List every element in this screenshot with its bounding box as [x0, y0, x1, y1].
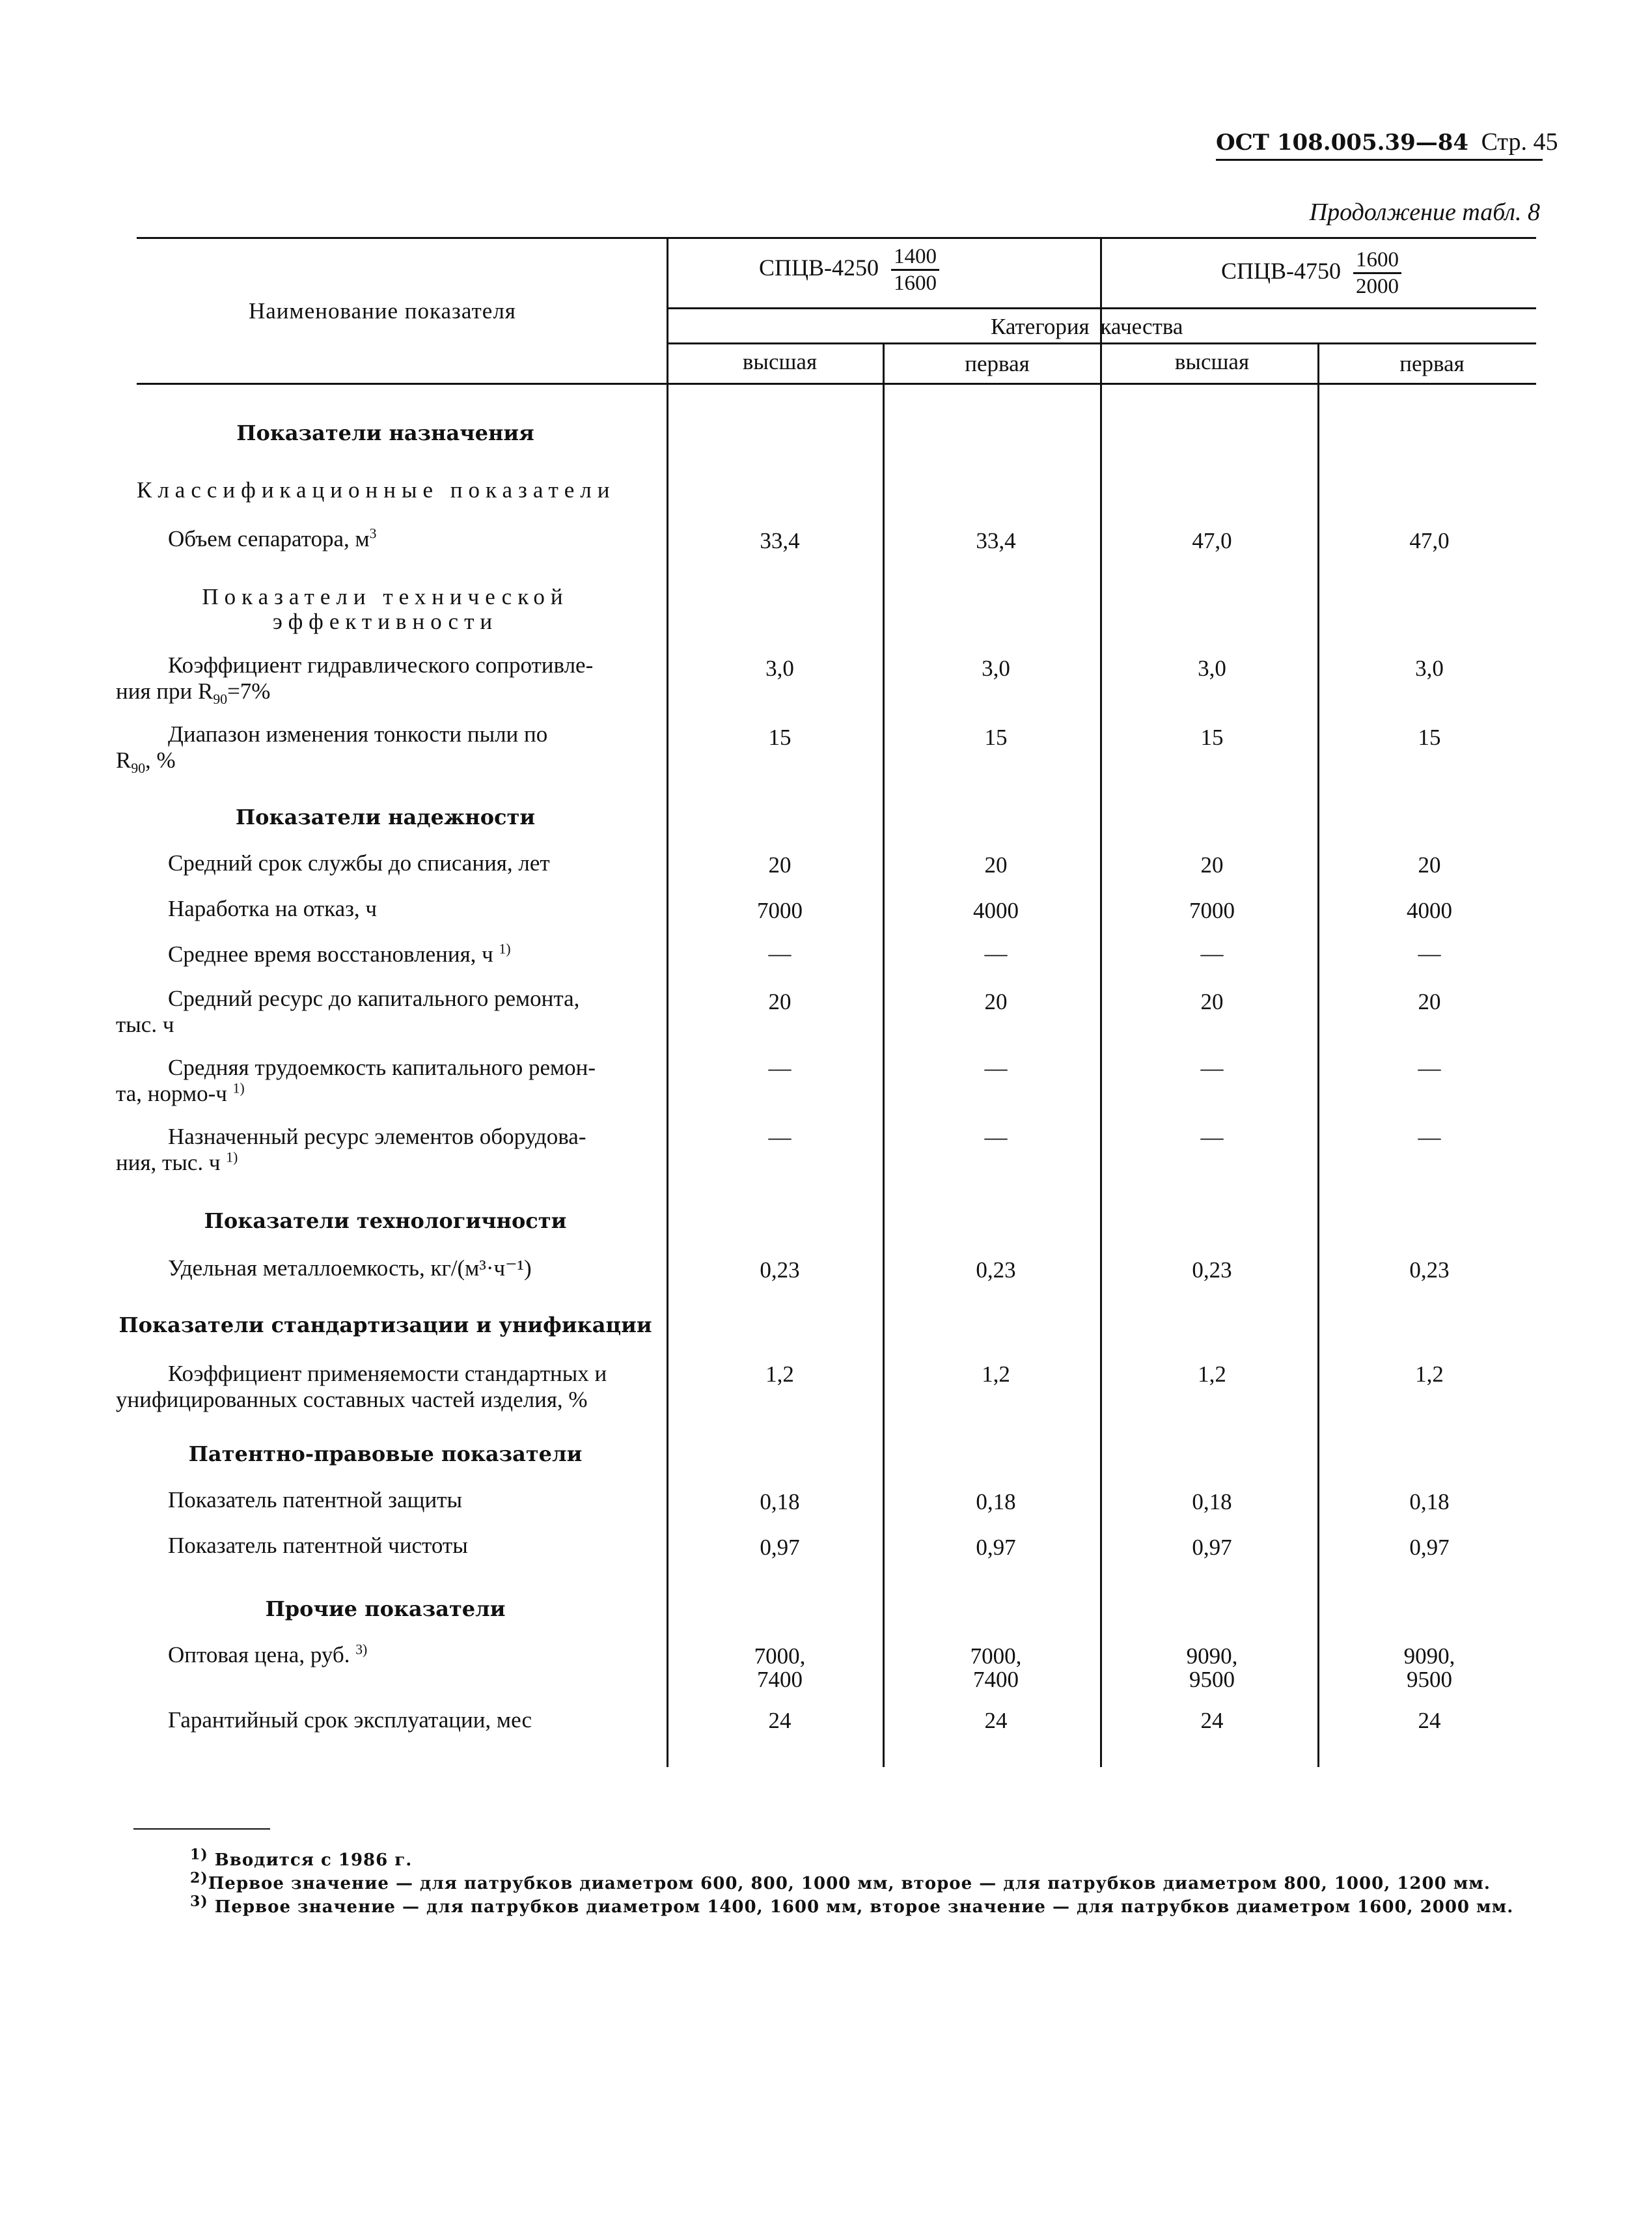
value-mtbf-1: 7000 — [757, 898, 803, 923]
model-header-1 — [759, 244, 939, 296]
value-price-3 — [1114, 1645, 1310, 1692]
value-mtbf-4: 4000 — [1407, 898, 1452, 923]
table-vline-1 — [667, 238, 668, 1767]
footnote-2 — [190, 1869, 1491, 1893]
footnote-1 — [190, 1846, 413, 1870]
value-metal-intensity-3: 0,23 — [1192, 1257, 1232, 1283]
label-text: Гарантийный срок эксплуатации, мес — [168, 1707, 532, 1733]
value-service-life-1: 20 — [768, 852, 792, 878]
label-text: унифицированных составных частей изделия, % — [116, 1387, 588, 1412]
value-metal-intensity-4: 0,23 — [1409, 1257, 1450, 1283]
grade-header-3: высшая — [1174, 349, 1250, 374]
section-heading-patent: Патентно-правовые показатели — [188, 1442, 583, 1466]
label-text: Наработка на отказ, ч — [168, 896, 378, 921]
label-text: , % — [145, 747, 176, 773]
subsection-tech-efficiency-1: Показатели технической — [202, 584, 569, 609]
value-resistance-4: 3,0 — [1415, 656, 1444, 681]
value-patent-protection-2: 0,18 — [976, 1489, 1016, 1514]
value-metal-intensity-2: 0,23 — [976, 1257, 1016, 1283]
value-price-1 — [682, 1645, 877, 1692]
value-service-life-3: 20 — [1200, 852, 1224, 878]
grade-header-4: первая — [1399, 351, 1465, 376]
footnote-mark: 2) — [190, 1869, 208, 1887]
value-resistance-2: 3,0 — [982, 656, 1010, 681]
value-price-2 — [898, 1645, 1094, 1692]
model-fraction-2 — [1353, 247, 1401, 299]
label-sup: 1) — [499, 941, 511, 957]
label-text: Коэффициент гидравлического сопротивле- — [168, 652, 594, 678]
value-patent-purity-3: 0,97 — [1192, 1535, 1232, 1560]
value-volume-3: 47,0 — [1192, 528, 1232, 553]
price-first: 7000, — [970, 1643, 1022, 1669]
price-first: 9090, — [1186, 1643, 1238, 1669]
value-assigned-resource-2: — — [984, 1124, 1008, 1150]
row-label-assigned-resource — [116, 1124, 655, 1176]
label-line-2 — [116, 1387, 655, 1413]
table-continuation-label: Продолжение табл. 8 — [1309, 199, 1540, 226]
table-vline-2 — [883, 344, 885, 1767]
row-label-resistance — [116, 652, 655, 707]
section-heading-purpose: Показатели назначения — [236, 421, 534, 445]
value-recovery-2: — — [984, 941, 1008, 966]
value-mtbf-2: 4000 — [973, 898, 1019, 923]
label-sup: 1) — [226, 1149, 238, 1165]
footnote-separator — [133, 1828, 270, 1830]
fraction-denominator: 1600 — [894, 272, 937, 295]
value-volume-1: 33,4 — [760, 528, 800, 553]
label-line-2 — [116, 1081, 655, 1107]
value-patent-purity-4: 0,97 — [1409, 1535, 1450, 1560]
model-name-1: СПЦВ-4250 — [759, 254, 879, 281]
label-text: Средний ресурс до капитального ремонта, — [168, 986, 580, 1011]
page-number: Стр. 45 — [1481, 128, 1558, 156]
label-text: Объем сепаратора, м — [168, 526, 370, 551]
value-assigned-resource-1: — — [768, 1124, 792, 1150]
label-line-1 — [116, 986, 655, 1012]
row-label-fineness — [116, 721, 655, 774]
value-recovery-1: — — [768, 941, 792, 966]
label-sup: 1) — [232, 1080, 245, 1096]
value-mtbf-3: 7000 — [1189, 898, 1235, 923]
value-overhaul-labor-4: — — [1418, 1055, 1441, 1081]
value-fineness-4: 15 — [1418, 725, 1441, 750]
value-overhaul-labor-2: — — [984, 1055, 1008, 1081]
model-header-2 — [1221, 247, 1401, 299]
label-line-2 — [116, 1150, 655, 1176]
footnote-text: Вводится с 1986 г. — [214, 1850, 413, 1870]
price-first: 7000, — [754, 1643, 806, 1669]
value-service-life-4: 20 — [1418, 852, 1441, 878]
label-line-2 — [116, 678, 655, 707]
value-overhaul-labor-3: — — [1200, 1055, 1224, 1081]
value-applicability-2: 1,2 — [982, 1361, 1010, 1387]
label-text: R — [116, 747, 131, 773]
label-text: тыс. ч — [116, 1012, 174, 1037]
value-overhaul-resource-1: 20 — [768, 989, 792, 1014]
value-fineness-2: 15 — [984, 725, 1008, 750]
price-second: 7400 — [757, 1667, 803, 1692]
value-applicability-4: 1,2 — [1415, 1361, 1444, 1387]
value-patent-purity-2: 0,97 — [976, 1535, 1016, 1560]
label-text: Диапазон изменения тонкости пыли по — [168, 721, 548, 747]
label-line-1 — [116, 1361, 655, 1387]
value-warranty-2: 24 — [984, 1708, 1008, 1733]
model-fraction-1 — [891, 244, 939, 296]
fraction-denominator: 2000 — [1356, 275, 1399, 298]
label-text: Среднее время восстановления, ч — [168, 941, 493, 967]
subsection-classification: Классификационные показатели — [137, 477, 616, 503]
value-service-life-2: 20 — [984, 852, 1008, 878]
value-resistance-3: 3,0 — [1198, 656, 1226, 681]
label-text: та, нормо-ч — [116, 1081, 227, 1106]
value-patent-purity-1: 0,97 — [760, 1535, 800, 1560]
footnote-text: Первое значение — для патрубков диаметром 1400, 1600 мм, второе значение — для патрубков диаметром 1600, 2000 мм. — [214, 1897, 1514, 1917]
model-name-2: СПЦВ-4750 — [1221, 257, 1342, 284]
label-text: Удельная металлоемкость, кг/(м³·ч⁻¹) — [168, 1255, 532, 1281]
value-resistance-1: 3,0 — [765, 656, 794, 681]
value-warranty-1: 24 — [768, 1708, 792, 1733]
grade-header-2: первая — [965, 351, 1030, 376]
label-sub: 90 — [131, 760, 146, 776]
row-label-price — [168, 1642, 655, 1668]
subsection-tech-efficiency-2: эффективности — [272, 609, 499, 634]
row-label-metal-intensity — [168, 1255, 655, 1281]
table-top-rule — [137, 237, 1536, 239]
value-price-4 — [1332, 1645, 1527, 1692]
fraction-numerator: 1400 — [891, 244, 939, 271]
row-label-volume — [168, 526, 655, 552]
value-applicability-1: 1,2 — [765, 1361, 794, 1387]
fraction-numerator: 1600 — [1353, 247, 1401, 274]
label-text: Показатель патентной защиты — [168, 1487, 463, 1512]
label-sup: 3 — [369, 525, 377, 542]
value-patent-protection-3: 0,18 — [1192, 1489, 1232, 1514]
price-second: 9500 — [1407, 1667, 1452, 1692]
value-fineness-1: 15 — [768, 725, 792, 750]
label-sub: 90 — [213, 691, 228, 707]
footnote-3 — [190, 1893, 1514, 1917]
value-recovery-3: — — [1200, 941, 1224, 966]
section-heading-reliability: Показатели надежности — [235, 805, 536, 829]
header-rule — [1216, 159, 1543, 161]
section-heading-other: Прочие показатели — [265, 1596, 506, 1621]
label-text: ния, тыс. ч — [116, 1150, 221, 1175]
row-label-warranty — [168, 1707, 655, 1733]
section-heading-manufacturability: Показатели технологичности — [204, 1208, 567, 1233]
row-label-applicability — [116, 1361, 655, 1413]
footnote-mark: 3) — [190, 1893, 208, 1910]
label-text: Средняя трудоемкость капитального ремон- — [168, 1055, 596, 1080]
table-vline-3 — [1100, 238, 1102, 1767]
price-second: 9500 — [1189, 1667, 1235, 1692]
label-line-1 — [116, 721, 655, 747]
table-vline-4 — [1317, 344, 1319, 1767]
value-overhaul-resource-3: 20 — [1200, 989, 1224, 1014]
label-text: ния при R — [116, 678, 213, 704]
value-overhaul-resource-4: 20 — [1418, 989, 1441, 1014]
grade-header-1: высшая — [742, 349, 818, 374]
value-patent-protection-4: 0,18 — [1409, 1489, 1450, 1514]
label-sup: 3) — [355, 1641, 368, 1658]
running-header — [1216, 128, 1558, 156]
label-line-1 — [116, 652, 655, 678]
label-line-1 — [116, 1055, 655, 1081]
value-overhaul-resource-2: 20 — [984, 989, 1008, 1014]
row-label-mtbf — [168, 896, 655, 922]
price-first: 9090, — [1403, 1643, 1455, 1669]
row-label-overhaul-resource — [116, 986, 655, 1038]
value-applicability-3: 1,2 — [1198, 1361, 1226, 1387]
row-label-recovery — [168, 941, 655, 968]
row-label-patent-purity — [168, 1533, 655, 1559]
quality-category-header: Категория качества — [991, 314, 1183, 339]
value-warranty-3: 24 — [1200, 1708, 1224, 1733]
table-header-bottom-rule — [137, 383, 1536, 385]
value-warranty-4: 24 — [1418, 1708, 1441, 1733]
label-line-2 — [116, 747, 655, 774]
value-assigned-resource-4: — — [1418, 1124, 1441, 1150]
label-text: =7% — [227, 678, 271, 704]
value-volume-2: 33,4 — [976, 528, 1016, 553]
footnote-text: Первое значение — для патрубков диаметром 600, 800, 1000 мм, второе — для патрубков диаметром 800, 1000, 1200 мм. — [208, 1874, 1491, 1893]
name-column-header: Наименование показателя — [249, 298, 516, 324]
row-label-patent-protection — [168, 1487, 655, 1513]
label-text: Назначенный ресурс элементов оборудова- — [168, 1124, 586, 1149]
value-overhaul-labor-1: — — [768, 1055, 792, 1081]
label-text: Оптовая цена, руб. — [168, 1642, 350, 1667]
label-text: Средний срок службы до списания, лет — [168, 850, 550, 876]
row-label-overhaul-labor — [116, 1055, 655, 1107]
label-text: Коэффициент применяемости стандартных и — [168, 1361, 607, 1386]
value-volume-4: 47,0 — [1409, 528, 1450, 553]
value-metal-intensity-1: 0,23 — [760, 1257, 800, 1283]
label-text: Показатель патентной чистоты — [168, 1533, 468, 1558]
price-second: 7400 — [973, 1667, 1019, 1692]
footnote-mark: 1) — [190, 1846, 208, 1863]
label-line-2 — [116, 1012, 655, 1038]
value-patent-protection-1: 0,18 — [760, 1489, 800, 1514]
label-line-1 — [116, 1124, 655, 1150]
value-recovery-4: — — [1418, 941, 1441, 966]
row-label-service-life — [168, 850, 655, 876]
value-fineness-3: 15 — [1200, 725, 1224, 750]
doc-code: ОСТ 108.005.39—84 — [1216, 130, 1469, 156]
section-heading-standardization: Показатели стандартизации и унификации — [118, 1313, 652, 1337]
value-assigned-resource-3: — — [1200, 1124, 1224, 1150]
